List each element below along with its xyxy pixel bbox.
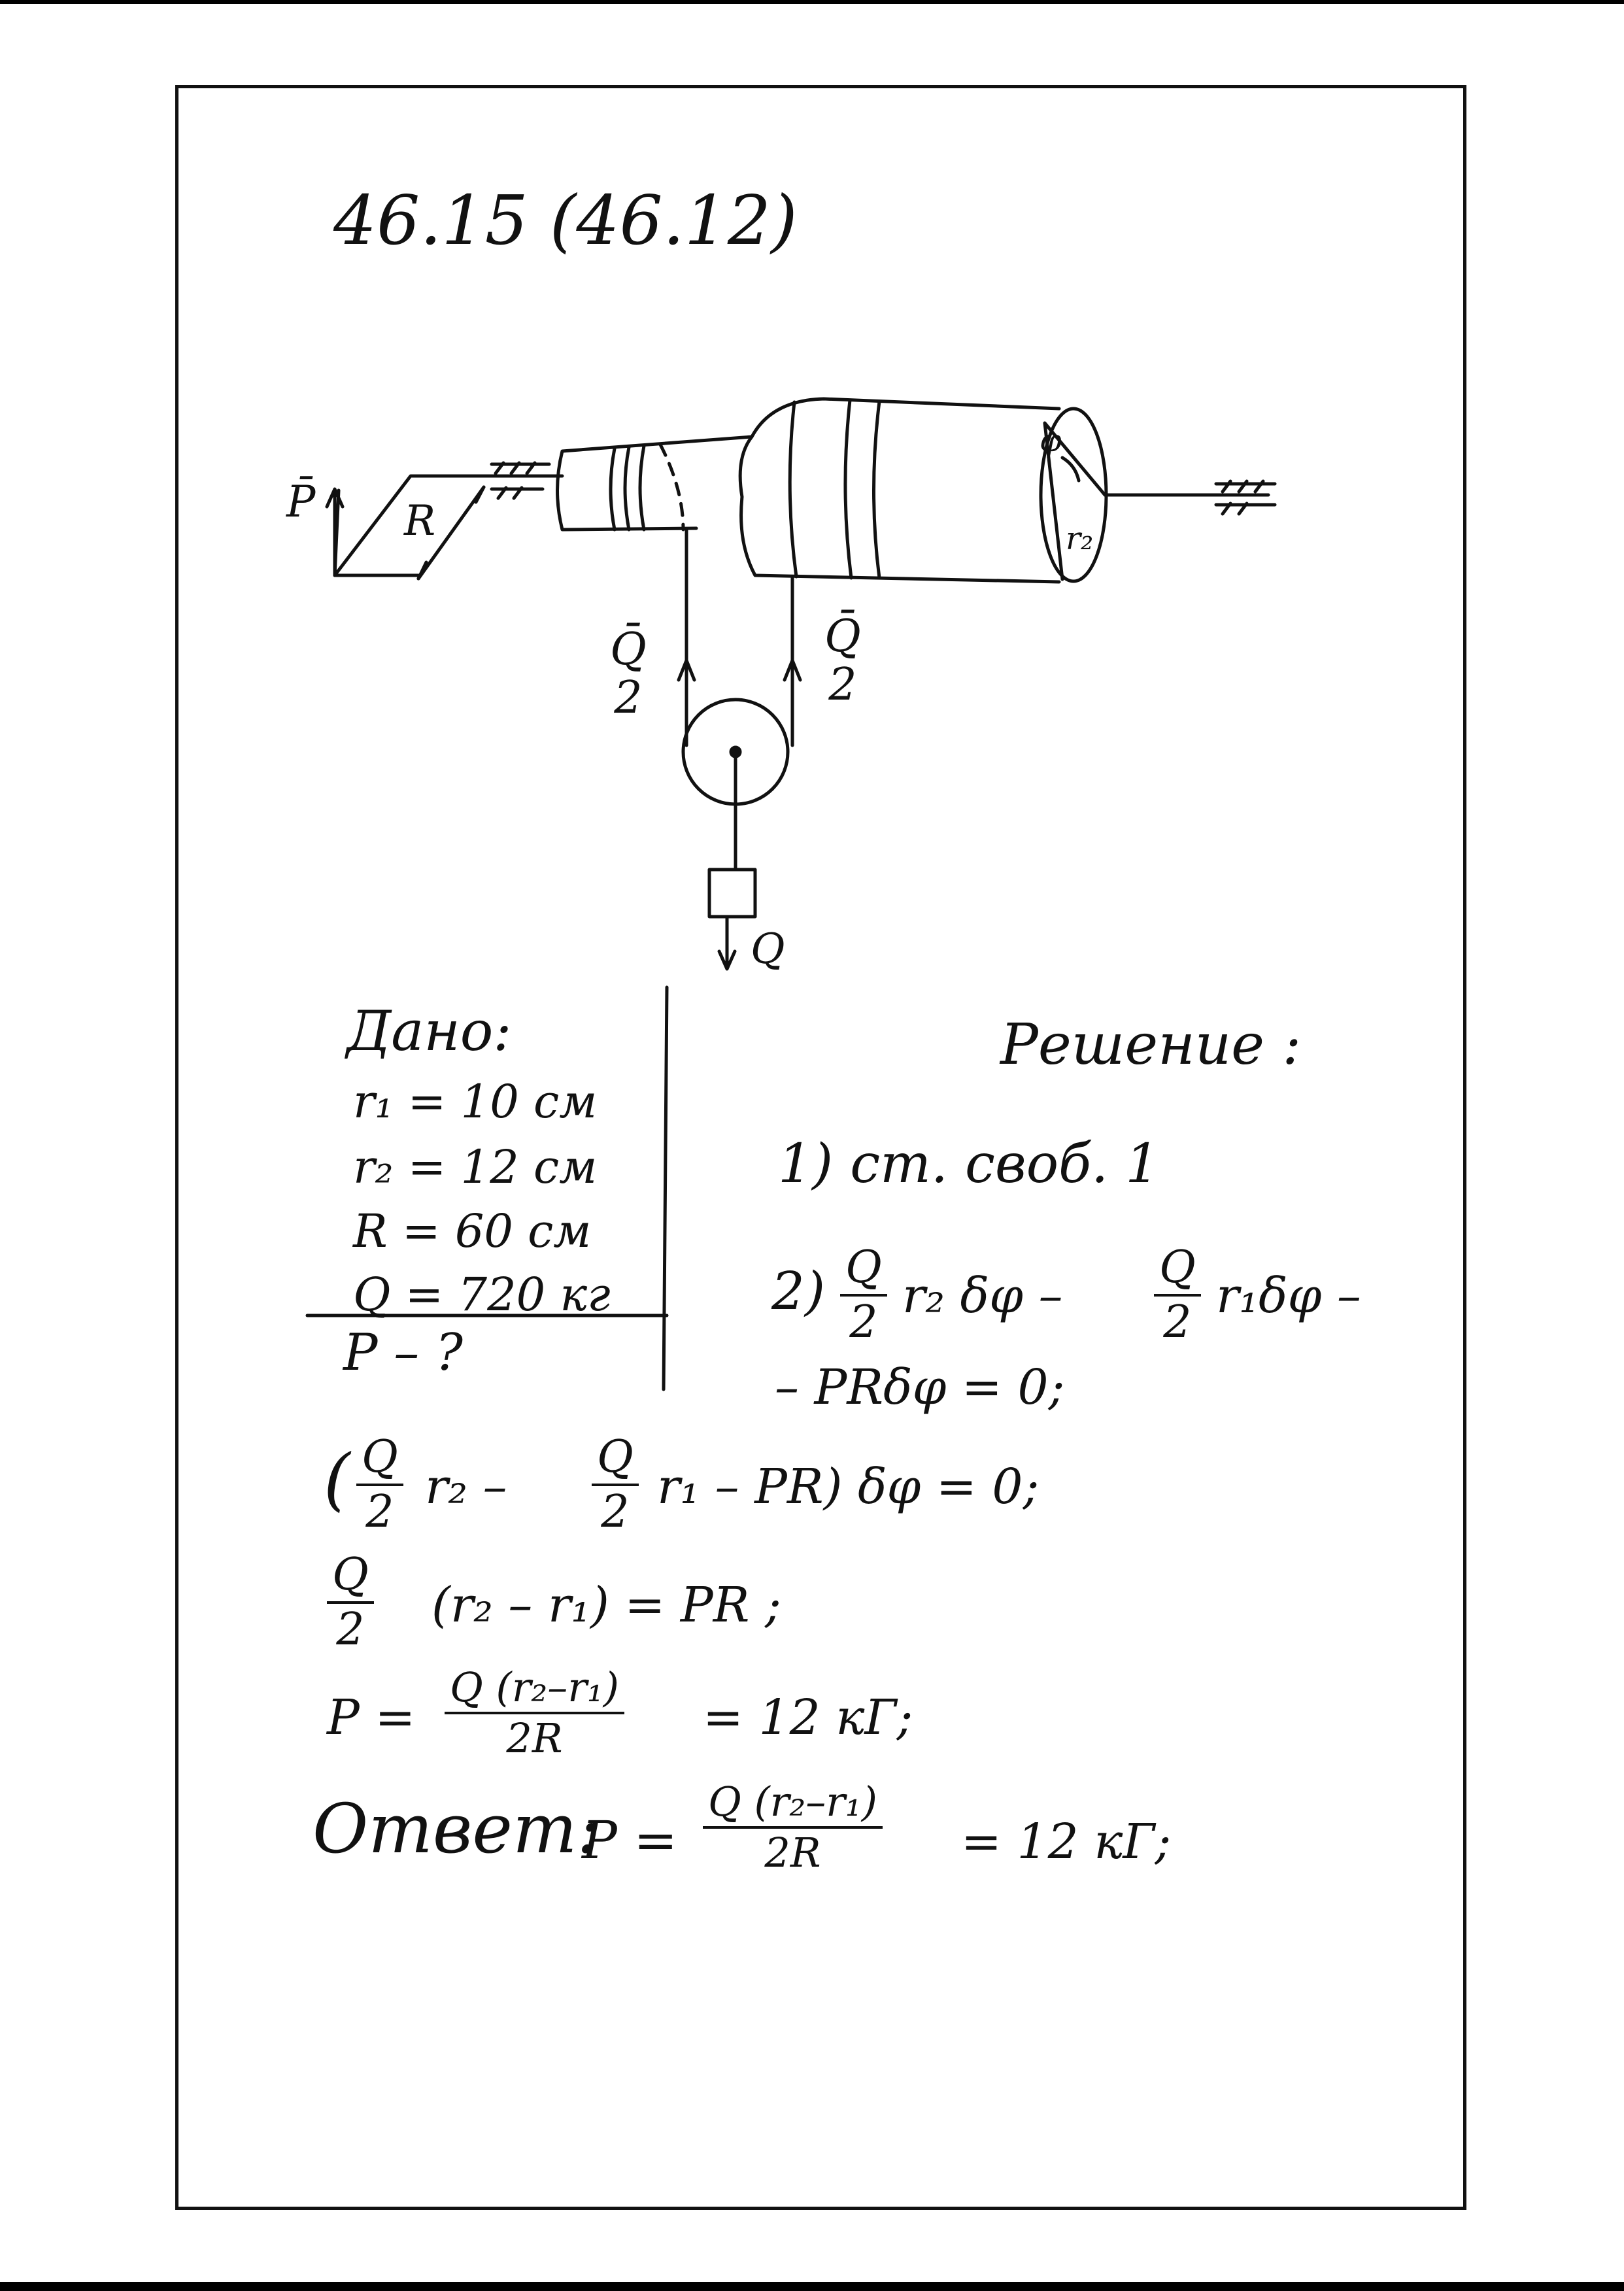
step2-part-2: r₁δφ – <box>1216 1268 1361 1324</box>
answer-rhs: = 12 кГ; <box>961 1814 1172 1870</box>
eq3-open-paren: ( <box>324 1439 350 1519</box>
given-item-r2: r₂ = 12 см <box>353 1140 598 1194</box>
step2-line-2: – PRδφ = 0; <box>775 1359 1065 1416</box>
step2-frac-2: $\frac{Q}{2}$ <box>1154 1246 1201 1345</box>
problem-number: 46.15 (46.12) <box>333 180 798 260</box>
step2-part-1: r₂ δφ – <box>902 1268 1063 1324</box>
given-item-r1: r₁ = 10 см <box>353 1075 598 1129</box>
eq5-lhs: P = <box>327 1689 416 1746</box>
eq3-frac-2: $\frac{Q}{2}$ <box>592 1435 639 1535</box>
step2-frac-1: $\frac{Q}{2}$ <box>840 1246 887 1345</box>
answer-lhs: P = <box>582 1810 678 1871</box>
label-q-load: Q <box>751 925 785 974</box>
label-r2: r₂ <box>1066 520 1094 557</box>
scan-edge-bottom <box>0 2282 1624 2291</box>
eq3-mid-2: r₁ – PR) δφ = 0; <box>657 1459 1040 1515</box>
label-q-half-right: Q̄ 2 <box>824 611 861 711</box>
step-2-label: 2) <box>771 1261 826 1321</box>
eq5-frac: $\frac{\text{Q (r₂–r₁)}}{2R}$ <box>445 1667 624 1759</box>
eq4-rest: (r₂ – r₁) = PR ; <box>431 1577 781 1633</box>
find-p: P – ? <box>343 1323 463 1382</box>
eq3-mid-1: r₂ – <box>425 1459 507 1515</box>
answer-frac: $\frac{\text{Q (r₂–r₁)}}{2R}$ <box>703 1782 883 1873</box>
answer-label: Ответ: <box>313 1789 600 1869</box>
given-item-q: Q = 720 кг <box>353 1268 611 1321</box>
eq4-frac: $\frac{Q}{2}$ <box>327 1553 374 1652</box>
eq5-rhs: = 12 кГ; <box>703 1689 913 1746</box>
given-heading: Дано: <box>347 999 512 1063</box>
eq3-frac-1: $\frac{Q}{2}$ <box>356 1435 403 1535</box>
label-q-half-left: Q̄ 2 <box>610 624 647 724</box>
label-r: R <box>404 497 436 545</box>
label-phi: φ <box>1040 422 1062 459</box>
step-1: 1) ст. своб. 1 <box>778 1133 1160 1195</box>
solution-heading: Решение : <box>1000 1012 1302 1078</box>
label-p: P̄ <box>286 477 316 527</box>
given-item-r: R = 60 см <box>353 1204 592 1258</box>
